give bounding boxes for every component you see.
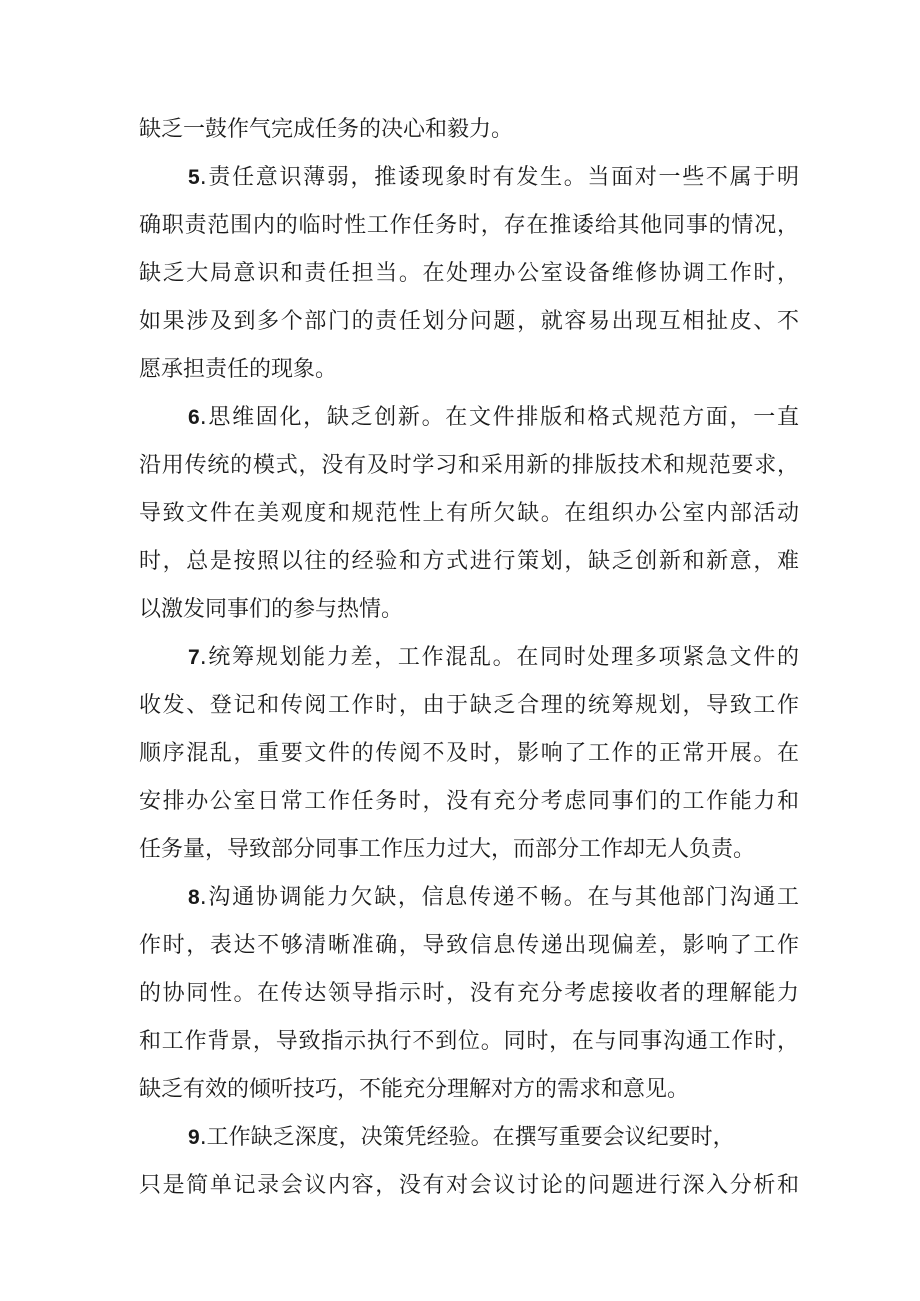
paragraph-first-line bbox=[188, 400, 799, 436]
line-text: 导致文件在美观度和规范性上有所欠缺。在组织办公室内部活动 bbox=[139, 501, 799, 526]
line-text: .责任意识薄弱，推诿现象时有发生。当面对一些不属于明 bbox=[199, 165, 799, 190]
line-text: 缺乏一鼓作气完成任务的决心和毅力。 bbox=[139, 117, 514, 142]
line-text: .沟通协调能力欠缺，信息传递不畅。在与其他部门沟通工 bbox=[199, 885, 799, 910]
item-number: 8 bbox=[188, 886, 200, 909]
line-text: 只是简单记录会议内容，没有对会议讨论的问题进行深入分析和 bbox=[139, 1173, 799, 1198]
line-text: 缺乏大局意识和责任担当。在处理办公室设备维修协调工作时， bbox=[139, 261, 799, 286]
text-line bbox=[139, 448, 799, 484]
line-text: 时，总是按照以往的经验和方式进行策划，缺乏创新和新意，难 bbox=[139, 549, 799, 574]
item-number: 6 bbox=[188, 406, 200, 429]
text-line bbox=[139, 592, 799, 628]
text-line bbox=[139, 112, 799, 148]
line-text: 沿用传统的模式，没有及时学习和采用新的排版技术和规范要求， bbox=[139, 453, 799, 478]
text-line bbox=[139, 256, 799, 292]
line-text: 如果涉及到多个部门的责任划分问题，就容易出现互相扯皮、不 bbox=[139, 309, 799, 334]
item-number: 7 bbox=[188, 646, 200, 669]
paragraph-first-line bbox=[188, 160, 799, 196]
line-text: .工作缺乏深度，决策凭经验。在撰写重要会议纪要时， bbox=[199, 1125, 735, 1150]
text-line bbox=[139, 1168, 799, 1204]
line-text: 缺乏有效的倾听技巧，不能充分理解对方的需求和意见。 bbox=[139, 1077, 690, 1102]
line-text: 以激发同事们的参与热情。 bbox=[139, 597, 404, 622]
text-line bbox=[139, 688, 799, 724]
paragraph-first-line bbox=[188, 1120, 799, 1156]
text-line bbox=[139, 304, 799, 340]
item-number: 5 bbox=[188, 166, 200, 189]
line-text: 安排办公室日常工作任务时，没有充分考虑同事们的工作能力和 bbox=[139, 789, 799, 814]
text-line bbox=[139, 832, 799, 868]
line-text: 任务量，导致部分同事工作压力过大，而部分工作却无人负责。 bbox=[139, 837, 756, 862]
line-text: 作时，表达不够清晰准确，导致信息传递出现偏差，影响了工作 bbox=[139, 933, 799, 958]
line-text: 顺序混乱，重要文件的传阅不及时，影响了工作的正常开展。在 bbox=[139, 741, 799, 766]
line-text: 和工作背景，导致指示执行不到位。同时，在与同事沟通工作时， bbox=[139, 1029, 799, 1054]
line-text: 愿承担责任的现象。 bbox=[139, 357, 338, 382]
paragraph-first-line bbox=[188, 640, 799, 676]
line-text: 收发、登记和传阅工作时，由于缺乏合理的统筹规划，导致工作 bbox=[139, 693, 799, 718]
text-line bbox=[139, 544, 799, 580]
line-text: 的协同性。在传达领导指示时，没有充分考虑接收者的理解能力 bbox=[139, 981, 799, 1006]
text-line bbox=[139, 352, 799, 388]
line-text: 确职责范围内的临时性工作任务时，存在推诿给其他同事的情况， bbox=[139, 213, 799, 238]
line-text: .思维固化，缺乏创新。在文件排版和格式规范方面，一直 bbox=[199, 405, 799, 430]
text-line bbox=[139, 496, 799, 532]
text-line bbox=[139, 928, 799, 964]
text-line bbox=[139, 208, 799, 244]
text-line bbox=[139, 1072, 799, 1108]
item-number: 9 bbox=[188, 1126, 200, 1149]
text-line bbox=[139, 976, 799, 1012]
line-text: .统筹规划能力差，工作混乱。在同时处理多项紧急文件的 bbox=[199, 645, 799, 670]
paragraph-first-line bbox=[188, 880, 799, 916]
text-line bbox=[139, 736, 799, 772]
text-line bbox=[139, 1024, 799, 1060]
text-line bbox=[139, 784, 799, 820]
